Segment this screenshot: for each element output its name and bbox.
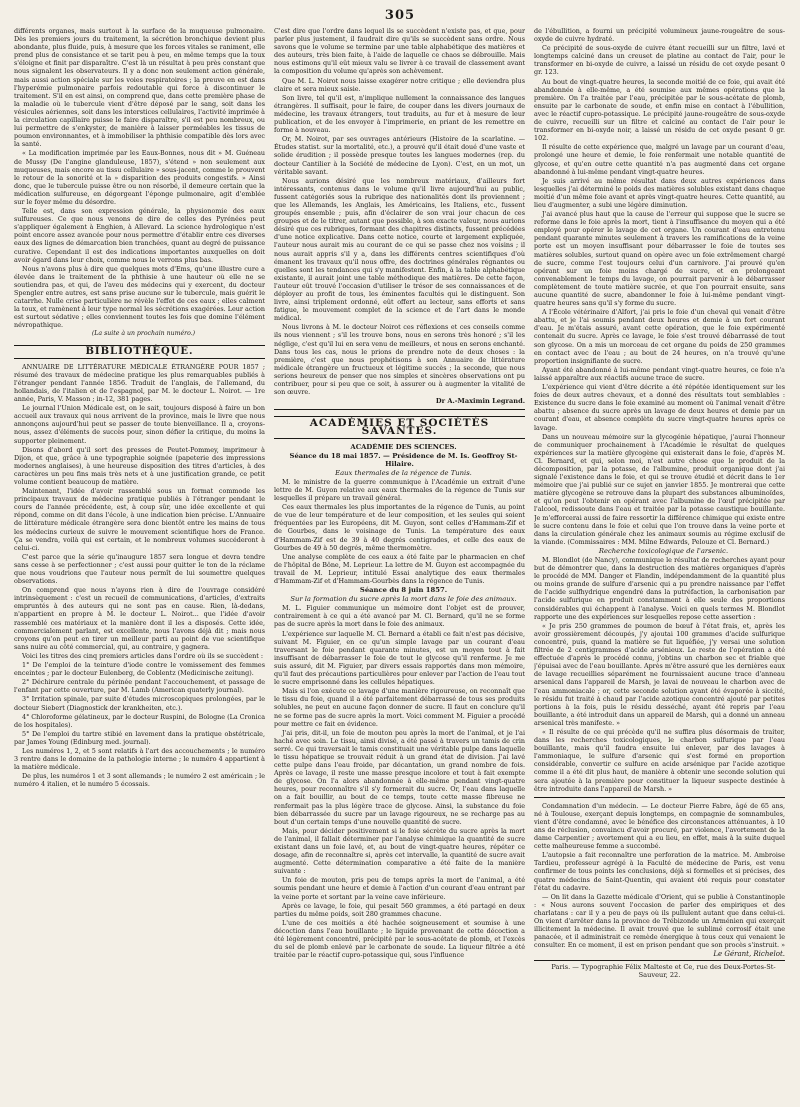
paragraph: Après ce lavage, le foie, qui pesait 560 grammes, a été partagé en deux parties du même poids, soit 280 grammes chacune. xyxy=(274,901,525,918)
paragraph: Le journal l'Union Médicale est, on le sait, toujours disposé à faire un bon accueil aux travaux qui nous arrivent de la province, mais le livre que nous annonçons aujourd'hui peut se passer de toute bienveillance. Il a, croyons-nous, assez d'éléments de succès pour, sinon défier la critique, du moins la supporter pleinement. xyxy=(14,404,265,445)
academies-heading: ACADÉMIES ET SOCIÉTÉS SAVANTES. xyxy=(274,416,525,438)
paragraph: Les numéros 1, 2, et 5 sont relatifs à l'art des accouchements ; le numéro 3 rentre dans le domaine de la pathologie interne ; le numéro 4 appartient à la matière médicale. xyxy=(14,746,265,772)
paragraph: Disons d'abord qu'il sort des presses de Peutet-Pommey, imprimeur à Dijon, et que, grâce à une typographie soignée (papeterie des impressions modernes anglaises), à une heureuse disposition des titres d'articles, à des caractères un peu fins mais très nets et à une justification grande, ce petit volume contient beaucoup de matière. xyxy=(14,445,265,486)
bib-paragraphs xyxy=(14,363,265,789)
column-1 xyxy=(14,27,265,1097)
paragraph: « Il résulte de ce qui précède qu'il ne suffira plus désormais de traiter, dans les recherches toxicologiques, le charbon sulfurique par l'eau bouillante, mais qu'il faudra ensuite lui enlever, par des lavages à l'ammoniaque, le sulfure d'arsenic qui s'est formé en proportion considérable, convertir ce sulfure en acide arsénique par l'acide azotique comme il a été dit plus haut, de manière à obtenir une seconde solution qui sera ajoutée à la première pour constituer la liqueur suspecte destinée à être introduite dans l'appareil de Marsh. » xyxy=(534,727,785,793)
paragraph: De plus, les numéros 1 et 3 sont allemands ; le numéro 2 est américain ; le numéro 4 italien, et le numéro 5 écossais. xyxy=(14,772,265,789)
paragraph: de l'ébullition, a fourni un précipité volumineux jaune-rougeâtre de sous-oxyde de cuivre hydraté. xyxy=(534,27,785,44)
paragraph: Une analyse complète de ces eaux a été faite par le pharmacien en chef de l'hôpital de Bône, M. Leprieur. La lettre de M. Guyon est accompagnée du travail de M. Leprieur, intitulé Essai analytique des eaux thermales d'Hammam-Zif et d'Hammam-Gourbès dans la régence de Tunis. xyxy=(274,552,525,585)
paragraph: Que M. L. Noirot nous laisse exagérer notre critique ; elle deviendra plus claire et sera mieux saisie. xyxy=(274,76,525,93)
paragraph: Ces eaux thermales les plus importantes de la régence de Tunis, au point de vue de leur température et de leur composition, et les seules qui soient fréquentées par les Européens, dit M. Guyon, sont celles d'Hammam-Zif et de Gourbes, dans le voisinage de Tunis. La température des eaux d'Hammam-Zif est de 39 à 40 degrés centigrades, et celle des eaux de Gourbes de 49 à 50 degrés, même thermomètre. xyxy=(274,503,525,552)
paragraph: On comprend que nous n'ayons rien à dire de l'ouvrage considéré intrinsèquement : c'est un recueil de communications, d'articles, d'extraits empruntés à des auteurs qui ne sont pas en cause. Rien, là-dedans, n'appartient en propre à M. le docteur L. Noirot... que l'idée d'avoir rassemblé ces matériaux et la manière dont il les a disposés. Cette idée, commercialement parlant, est excellente, nous l'avons déjà dit ; mais nous croyons qu'on peut en tirer un meilleur parti au point de vue scientifique sans nuire au côté commercial, qui, au contraire, y gagnera. xyxy=(14,586,265,651)
paragraph: Or, M. Noirot, par ses ouvrages antérieurs (Histoire de la scarlatine. — Études statist. sur la mortalité, etc.), a prouvé qu'il était doué d'une vaste et solide érudition ; il possède presque toutes les langues modernes (rep. du docteur Cantilier à la Société de médecine de Lyon). C'est, en un mot, un véritable savant. xyxy=(274,135,525,176)
paragraph: différents organes, mais surtout à la surface de la muqueuse pulmonaire. Dès les premiers jours du traitement, la sécrétion bronchique devient plus abondante, plus fluide, puis, à mesure que les forces vitales se raniment, elle prend plus de consistance et se tarit peu à peu, en même temps que la toux s'éloigne et finit par disparaître. C'est là un résultat à peu près constant que nous signalent les observateurs. Il y a donc non seulement action générale, mais aussi action spéciale sur les voies respiratoires ; la preuve en est dans l'hyperémie pulmonaire parfois redoutable qui force à discontinuer le traitement. S'il en est ainsi, on comprend que, dans cette première phase de la maladie où le tubercule vient d'être déposé par le sang, soit dans les vésicules aériennes, soit dans les interstices cellulaires, l'activité imprimée à la circulation capillaire puisse le faire disparaître, s'il est peu nombreux, ou lui permettre de s'enkyster, de manière à laisser perméables les tissus de poumon environnantes, et à immobiliser la phthisie compatible dès lors avec la santé. xyxy=(14,27,265,149)
session-subject: Eaux thermales de la régence de Tunis. xyxy=(335,468,472,477)
paragraph: C'est dire que l'ordre dans lequel ils se succèdent n'existe pas, et que, pour parler plus justement, il faudrait dire qu'ils se succèdent sans ordre. Nous savons que le volume se termine par une table alphabétique des matières et des auteurs, très bien faite, à l'aide de laquelle ce chaos se débrouille. Mais nous estimons qu'il eût mieux valu se livrer à ce travail de classement avant la composition du volume qu'après son achèvement. xyxy=(274,27,525,76)
section-subject: Recherche toxicologique de l'arsenic. xyxy=(598,546,729,555)
paragraph: C'est parce que la série qu'inaugure 1857 sera longue et devra tendre sans cesse à se perfectionner ; c'est aussi pour quitter le ton de la réclame que nous voudrions que l'auteur nous permît de lui soumettre quelques observations. xyxy=(14,552,265,586)
paragraph: M. Blondlot (de Nancy), communique le résultat de recherches ayant pour but de démontrer que, dans la destruction des matières organiques d'après le procédé de MM. Danger et Flandin, indépendamment de la quantité plus ou moins grande de sulfure d'arsenic qui a pu prendre naissance par l'effet de l'acide sulfhydrique engendré dans la putréfaction, la carbonisation par l'acide sulfurique en produit constamment à elle seule des proportions considérables qui échappent à l'analyse. Voici en quels termes M. Blondlot rapporte une des expériences sur lesquelles repose cette assertion : xyxy=(534,556,785,621)
paragraph: ANNUAIRE DE LITTÉRATURE MÉDICALE ÉTRANGÈRE POUR 1857 ; résumé des travaux de médecine pratique les plus remarquables publiés à l'étranger pendant l'année 1856. Traduit de l'anglais, de l'allemand, du hollandais, de l'italien et de l'espagnol, par M. le docteur L. Noirot. — 1re année, Paris, V. Masson ; in-12, 381 pages. xyxy=(14,362,265,404)
col1-paragraphs xyxy=(14,27,265,329)
paragraph: Maintenant, l'idée d'avoir rassemblé sous un format commode les principaux travaux de médecine pratique publiés à l'étranger pendant le cours de l'année précédente, est, à coup sûr, une idée excellente et qui répond, comme on dit dans l'école, à une indication bien précise. L'Annuaire de littérature médicale étrangère sera donc bientôt entre les mains de tous les médecins curieux de suivre le mouvement scientifique hors de France. Ça se vendra, voilà qui est certain, et le nombreux volumes succéderont à celui-ci. xyxy=(14,487,265,552)
paragraph: M. L. Figuier communique un mémoire dont l'objet est de prouver, contrairement à ce qui a été avancé par M. Cl. Bernard, qu'il ne se forme pas de sucre après la mort dans le foie des animaux. xyxy=(274,604,525,629)
paragraph: Nous livrons à M. le docteur Noirot ces réflexions et ces conseils comme ils nous viennent ; s'il les trouve bons, nous en serons très honoré ; s'il les néglige, c'est qu'il lui en sera venu de meilleurs, et nous en serons enchanté. Dans tous les cas, nous le prions de prendre note de deux choses : la première, c'est que nous prophétisons à son Annuaire de littérature médicale étrangère un fructueux et légitime succès ; la seconde, que nous serions heureux de penser que nos simples et sincères observations ont pu contribuer, pour si peu que ce soit, à assurer ou à augmenter la vitalité de son œuvre. xyxy=(274,323,525,397)
paragraph: Nous aurions désiré que les nombreux matériaux, d'ailleurs fort intéressants, contenus dans le volume qu'il livre aujourd'hui au public, fussent catégoriés sous la rubrique des nationalités dont ils proviennent ; que les Allemands, les Anglais, les Américains, les Italiens, etc., fussent groupés ensemble ; puis, afin d'éclairer de son vrai jour chacun de ces groupes et de le titrer, autant que possible, à son exacte valeur, nous aurions désiré que ces rubriques, formant des chapitres distincts, fussent précédées d'une notice explicative. Dans cette notice, courte et largement expliquée, l'auteur nous aurait mis au courant de ce qui se passe chez nos voisins ; il nous aurait appris s'il y a, dans les différents centres scientifiques d'où émanent les travaux qu'il nous offre, des doctrines générales régnantes ou quelles sont les tendances qui s'y manifestent. Enfin, à la table alphabétique existante, il aurait joint une table méthodique des matières. De cette façon, l'auteur eût trouvé l'occasion d'utiliser le trésor de ses connaissances et de déployer au profit de tous, les éminentes facultés qui le distinguent. Son livre, ainsi triplement ordonné, eût offert au lecteur, sans efforts et sans fatigue, le mouvement complet de la science et de l'art dans le monde médical. xyxy=(274,176,525,323)
signature: Dr A.-Maximin Legrand. xyxy=(435,397,525,406)
paragraph: Il résulte de cette expérience que, malgré un lavage par un courant d'eau, prolongé une heure et demie, le foie renfermait une notable quantité de glycose, et qu'en outre cette quantité n'a pas augmenté dans cet organe abandonné à lui-même pendant vingt-quatre heures. xyxy=(534,143,785,176)
columns xyxy=(14,27,786,1097)
paragraph: Voici les titres des cinq premiers articles dans l'ordre où ils se succèdent : xyxy=(22,651,264,660)
paragraph: 3° Irritation spinale, par suite d'études microscopiques prolongées, par le docteur Siebert (Diagnostick der krankheiten, etc.). xyxy=(14,695,265,712)
paragraph: Un foie de mouton, pris peu de temps après la mort de l'animal, a été soumis pendant une heure et demie à l'action d'un courant d'eau entrant par la veine porte et sortant par la veine cave inférieure. xyxy=(274,876,525,901)
gerant-signature: Le Gérant, Richelot. xyxy=(713,950,785,959)
paragraph: 4° Chloroforme gélatineux, par le docteur Ruspini, de Bologne (La Cronica de los hospitales). xyxy=(14,712,265,729)
paragraph: Mais si l'on exécute ce lavage d'une manière rigoureuse, on reconnaît que le tissu du foie, quand il a été parfaitement débarrassé de tous ses produits solubles, ne peut en aucune façon donner de sucre. Il faut en conclure qu'il ne se forme pas de sucre après la mort. Voici comment M. Figuier a procédé pour mettre ce fait en évidence. xyxy=(274,687,525,728)
continued-note: (La suite à un prochain numéro.) xyxy=(91,330,196,338)
paragraph: 5° De l'emploi du tartre stibié en lavement dans la pratique obstétricale, par James Young (Edinburg med. journal). xyxy=(14,729,265,746)
paragraph: « Je pris 250 grammes de poumon de bœuf à l'état frais, et, après les avoir grossièrement découpés, j'y ajoutai 100 grammes d'acide sulfurique concentré, puis, quand la matière se fut liquéfiée, j'y versai une solution filtrée de 2 centigrammes d'acide arsénieux. Le reste de l'opération a été effectuée d'après le procédé connu, j'obtins un charbon sec et friable que j'épuisai avec de l'eau bouillante. Après m'être assuré que les dernières eaux de lavage recueillies séparément ne fournissaient aucune trace d'anneau arsenical dans l'appareil de Marsh, je lavai de nouveau le charbon avec de l'eau ammoniacale ; or, cette seconde solution ayant été évaporée à siccité, le résidu fut traité à chaud par l'acide azotique concentré ajouté par petites portions à la fois, puis le résidu desséché, ayant été repris par l'eau bouillante, a été introduit dans un appareil de Marsh, qui a donné un anneau arsenical très manifeste. » xyxy=(534,621,785,727)
academy-name: ACADÉMIE DES SCIENCES. xyxy=(350,442,457,451)
paragraph: J'ai pris, dit-il, un foie de mouton peu après la mort de l'animal, et je l'ai haché avec soin. Le tissu, ainsi divisé, a été passé à travers un tamis de crin serré. Ce qui traversait le tamis constituait une véritable pulpe dans laquelle le tissu hépatique se trouvait réduit à un grand état de division. J'ai lavé cette pulpe dans l'eau froide, par décantation, un grand nombre de fois. Après ce lavage, il reste une masse presque incolore et tout à fait exempte de glycose. On l'a alors abandonnée à elle-même pendant vingt-quatre heures, pour reconnaître s'il s'y formerait du sucre. Or, l'eau dans laquelle on a fait bouillir, au bout de ce temps, toute cette masse fibreuse ne renfermait pas la plus légère trace de glycose. Ainsi, la substance du foie bien débarrassée du sucre par un lavage rigoureux, ne se recharge pas au bout d'un certain temps d'une nouvelle quantité de sucre. xyxy=(274,728,525,826)
paragraph: L'une de ces moitiés a été hachée soigneusement et soumise à une décoction dans l'eau bouillante ; le liquide provenant de cette décoction a été légèrement concentré, précipité par le sous-acétate de plomb, et l'excès du sel de plomb enlevé par le carbonate de soude. La liqueur filtrée a été traitée par le réactif cupro-potassique qui, sous l'influence xyxy=(274,918,525,960)
divider xyxy=(274,409,525,410)
printer-imprint: Paris. — Typographie Félix Malteste et Ce, rue des Deux-Portes-St-Sauveur, 22. xyxy=(534,960,785,979)
paragraph: Ce précipité de sous-oxyde de cuivre étant recueilli sur un filtre, lavé et longtemps calciné dans un creuset de platine au contact de l'air, pour le transformer en bi-oxyde de cuivre, a laissé un résidu de cet oxyde pesant 0 gr. 123. xyxy=(534,44,785,77)
paragraph: 2° Déchirure centrale du périnée pendant l'accouchement, et passage de l'enfant par cette ouverture, par M. Lamb (American quaterly journal). xyxy=(14,678,265,695)
session-subject: Sur la formation du sucre après la mort dans le foie des animaux. xyxy=(290,595,517,604)
column-2 xyxy=(274,27,525,1097)
session-heading: Séance du 18 mai 1857. — Présidence de M. Is. Geoffroy St-Hilaire. xyxy=(289,451,518,468)
paragraph: Au bout de vingt-quatre heures, la seconde moitié de ce foie, qui avait été abandonnée à elle-même, a été soumise aux mêmes opérations que la première. On l'a traitée par l'eau, précipitée par le sous-acétate de plomb, ensuite par le carbonate de soude, et enfin mise en contact à l'ébullition, avec le réactif cupro-potassique. Le précipité jaune-rougeâtre de sous-oxyde de cuivre, recueilli sur un filtre et calciné au contact de l'air pour le transformer en bi-oxyde noir, a laissé un résidu de cet oxyde pesant 0 gr. 102. xyxy=(534,77,785,143)
paragraph: J'ai avancé plus haut que la cause de l'erreur qui suppose que le sucre se reforme dans le foie après la mort, tient à l'insuffisance du moyen qui a été employé pour opérer le lavage de cet organe. Un courant d'eau entretenu pendant quarante minutes seulement à travers les ramifications de la veine porte est un moyen insuffisant pour débarrasser le foie de toutes ses matières solubles, surtout quand on opère avec un foie extrêmement chargé de sucre, comme l'est toujours celui d'un carnivore. J'ai prouvé qu'en opérant sur un foie moins chargé de sucre, et en prolongeant convenablement le temps du lavage, on pourrait parvenir à le débarrasser complètement de toute matière sucrée, et que l'on pourrait ensuite, sans aucune quantité de sucre, abandonner le foie à lui-même pendant vingt-quatre heures sans qu'il s'y forme du sucre. xyxy=(534,210,785,308)
paragraph: A l'École vétérinaire d'Alfort, j'ai pris le foie d'un cheval qui venait d'être abattu, et je l'ai soumis pendant deux heures et demie à un fort courant d'eau. Je m'étais assuré, avant cette opération, que le foie expérimenté contenait du sucre. Après ce lavage, le foie s'est trouvé débarrassé de tout son glycose. On a mis un morceau de cet organe du poids de 250 grammes en contact avec de l'eau ; au bout de 24 heures, on n'a trouvé qu'une proportion insignifiante de sucre. xyxy=(534,308,785,365)
paragraph: L'expérience qui vient d'être décrite a été répétée identiquement sur les foies de deux autres chevaux, et a donné des résultats tout semblables : Existence du sucre dans le foie examiné au moment où l'animal venait d'être abattu ; absence du sucre après un lavage de deux heures et demie par un courant d'eau, et absence complète du sucre vingt-quatre heures après ce lavage. xyxy=(534,383,785,432)
paragraph: Condamnation d'un médecin. — Le docteur Pierre Fabre, âgé de 65 ans, né à Toulouse, exerçant depuis longtemps, en compagnie de somnambules, vient d'être condamné, avec le bénéfice des circonstances atténuantes, à 10 ans de réclusion, convaincu d'avoir procuré, par violence, l'avortement de la dame Carpentier ; avortement qui a eu lieu, en effet, mais à la suite duquel cette malheureuse femme a succombé. xyxy=(534,801,785,851)
paragraph: Telle est, dans son expression générale, la physionomie des eaux sulfureuses. Ce que nous venons de dire de celles des Pyrénées peut s'appliquer également à Enghien, à Allevard. La science hydrologique n'est point encore assez avancée pour nous permettre d'établir entre ces diverses eaux des lignes de démarcation bien tranchées, quant au degré de puissance curative. Cependant il est des indications importantes auxquelles on doit avoir égard dans leur choix, comme nous le verrons plus bas. xyxy=(14,207,265,264)
session-heading: Séance du 8 juin 1857. xyxy=(359,586,448,595)
paragraph: — On lit dans la Gazette médicale d'Orient, qui se publie à Constantinople : « Nous aurons souvent l'occasion de parler des empiriques et des charlatans : car il y a peu de pays où ils pullulent autant que dans celui-ci. On vient d'arrêter dans la province de Trébizonde un Arménien qui exerçait illicitement la médecine. Il avait trouvé que le sublimé corrosif était une panacée, et il administrait ce remède énergique à tous ceux qui venaient le consulter. En ce moment, il est en prison pendant que son procès s'instruit. » xyxy=(534,892,785,950)
paragraph: M. le ministre de la guerre communique à l'Académie un extrait d'une lettre de M. Guyon relative aux eaux thermales de la régence de Tunis sur lesquelles il prépare un travail général. xyxy=(274,477,525,503)
paragraph: L'autopsie a fait reconnaître une perforation de la matrice. M. Ambroise Tardieu, professeur agrégé à la Faculté de médecine de Paris, est venu confirmer de tous points les conclusions, déjà si formelles et si précises, des quatre médecins de Saint-Quentin, qui avaient été requis pour constater l'état du cadavre. xyxy=(534,851,785,892)
paragraph: Ayant été abandonné à lui-même pendant vingt-quatre heures, ce foie n'a laissé apparaître aux réactifs aucune trace de sucre. xyxy=(534,365,785,382)
bibliotheque-heading: BIBLIOTHÈQUE. xyxy=(14,345,265,359)
divider xyxy=(534,797,785,798)
paragraph: Son livre, tel qu'il est, n'implique nullement la connaissance des langues étrangères. Il suffisait, pour le faire, de couper dans les divers journaux de médecine, les travaux étrangers, tout traduits, au fur et à mesure de leur publication, et de les envoyer à l'imprimerie, en priant de les remettre en forme à nouveau. xyxy=(274,93,525,135)
paragraph: Dans un nouveau mémoire sur la glycogénie hépatique, j'aurai l'honneur de communiquer prochainement à l'Académie le résultat de quelques expériences sur la matière glycogène qui existerait dans le foie, d'après M. Cl. Bernard, et qui, selon moi, n'est autre chose que le produit de la décomposition, par la potasse, de l'albumine, produit organique dont j'ai signalé l'existence dans le foie, et qui se trouve étudié et décrit dans le 1er mémoire que j'ai publié sur ce sujet en janvier 1855. Je montrerai que cette matière glycogène se retrouve dans la plupart des substances albuminoïdes, et qu'on peut l'obtenir en opérant avec l'albumine de l'œuf précipitée par l'alcool, redissoute dans l'eau et traitée par la potasse caustique bouillante. Je m'efforcerai aussi de faire ressortir la différence chimique qui existe entre le sucre contenu dans le foie et celui que l'on trouve dans la veine porte et dans la circulation générale chez les animaux soumis au régime exclusif de la viande. (Commissaires : MM. Milne Edwards, Pelouze et Cl. Bernard.) xyxy=(534,432,785,546)
paragraph: « La modification imprimée par les Eaux-Bonnes, nous dit » M. Guéneau de Mussy (De l'angine glanduleuse, 1857), s'étend » non seulement aux muqueuses, mais encore au tissu cellulaire » sous-jacent, comme le prouvent le retour de la sonorité et la » disparition des produits congestifs. » Ainsi donc, que le tubercule puisse être ou non résorbé, il demeure certain que la médication sulfureuse, en dégorgeant l'éponge pulmonaire, agit d'emblée sur le foyer même du désordre. xyxy=(14,149,265,206)
paragraph: L'expérience sur laquelle M. Cl. Bernard a établi ce fait n'est pas décisive, suivant M. Figuier, en ce qu'un simple lavage par un courant d'eau traversant le foie pendant quarante minutes, est un moyen tout à fait insuffisant de débarrasser le foie de tout le glycose qu'il renferme. Je me suis assuré, dit M. Figuier, par divers essais rapportés dans mon mémoire, qu'il faut des précautions particulières pour enlever par l'action de l'eau tout le sucre emprisonné dans les cellules hépatiques. xyxy=(274,629,525,687)
paragraph: Nous n'avons plus à dire que quelques mots d'Ems, qu'une illustre cure a élevée dans le traitement de la phthisie à une hauteur où elle ne se soutiendra pas, et qui, de l'aveu des médecins qui y exercent, du docteur Spengler entre autres, est sans prise aucune sur le tubercule, mais guérit le catarrhe. Nulle crise particulière ne révèle l'effet de ces eaux ; elles calment la toux, et ramènent à leur type normal les sécrétions exagérées. Leur action est surtout sédative ; elles conviennent toutes les fois que domine l'élément névropathique. xyxy=(14,264,265,330)
page-number: 305 xyxy=(384,8,416,23)
paragraph: Je suis arrivé au même résultat dans deux autres expériences dans lesquelles j'ai déterminé le poids des matières solubles existant dans chaque moitié d'un même foie avant et après vingt-quatre heures. Cette quantité, au lieu d'augmenter, a subi une légère diminution. xyxy=(534,176,785,209)
paragraph: Mais, pour décider positivement si le foie sécrète du sucre après la mort de l'animal, il fallait déterminer par l'analyse chimique la quantité de sucre existant dans un foie lavé, et, au bout de vingt-quatre heures, répéter ce dosage, afin de reconnaître si, après cet intervalle, la quantité de sucre avait augmenté. Cette détermination comparative a été faite de la manière suivante : xyxy=(274,826,525,876)
paragraph: 1° De l'emploi de la teinture d'iode contre le vomissement des femmes enceintes ; par le docteur Eulenberg, de Coblentz (Medicinische zeitung). xyxy=(14,661,265,678)
column-3 xyxy=(534,27,785,1097)
